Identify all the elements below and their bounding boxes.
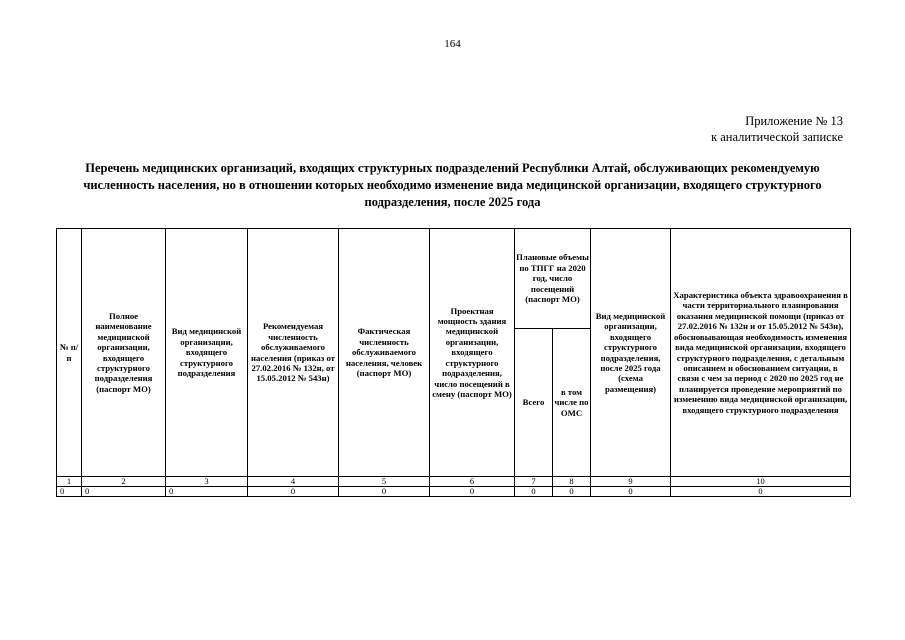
table-cell: 0 xyxy=(57,487,82,497)
column-number: 8 xyxy=(553,477,591,487)
table-cell: 0 xyxy=(248,487,339,497)
appendix-note xyxy=(711,113,843,145)
table-cell: 0 xyxy=(166,487,248,497)
table-cell: 0 xyxy=(82,487,166,497)
column-number: 1 xyxy=(57,477,82,487)
header-planned-total: Всего xyxy=(515,329,553,477)
table-cell: 0 xyxy=(591,487,671,497)
table-cell: 0 xyxy=(553,487,591,497)
header-actual: Фактическая численность обслуживаемого населения, человек (паспорт МО) xyxy=(339,229,430,477)
table-cell: 0 xyxy=(430,487,515,497)
table-header xyxy=(57,229,851,477)
column-number: 4 xyxy=(248,477,339,487)
column-numbers-row xyxy=(57,477,851,487)
column-number: 3 xyxy=(166,477,248,487)
document-title: Перечень медицинских организаций, входящих структурных подразделений Республики Алтай, обслуживающих рекомендуемую численность населения, но в отношении которых необходимо изменение вида медицинской организации, входящего структурного подразделения, после 2025 года xyxy=(83,161,822,209)
table-cell: 0 xyxy=(339,487,430,497)
table-cell: 0 xyxy=(515,487,553,497)
header-planned-oms: в том числе по ОМС xyxy=(553,329,591,477)
column-number: 5 xyxy=(339,477,430,487)
organizations-table xyxy=(56,228,851,497)
page-number: 164 xyxy=(444,38,461,50)
header-characteristics: Характеристика объекта здравоохранения в части территориального планирования оказания медицинской помощи (приказ от 27.02.2016 № 132н и от 15.05.2012 № 543н), обосновывающая необходимость изменения вида медицинской организации, входящего структурного подразделения, с детальным описанием и обоснованием ситуации, в связи с чем за период с 2020 по 2025 год не планируется проведение мероприятий по изменению вида медицинской организации, входящего структурного подразделения xyxy=(671,229,851,477)
table-row xyxy=(57,487,851,497)
column-number: 6 xyxy=(430,477,515,487)
header-planned: Плановые объемы по ТПГГ на 2020 год, число посещений (паспорт МО) xyxy=(515,229,591,329)
column-number: 2 xyxy=(82,477,166,487)
appendix-line-1: Приложение № 13 xyxy=(745,114,843,128)
header-type: Вид медицинской организации, входящего структурного подразделения xyxy=(166,229,248,477)
header-recommended: Рекомендуемая численность обслуживаемого населения (приказ от 27.02.2016 № 132н, от 15.05.2012 № 543н) xyxy=(248,229,339,477)
table-cell: 0 xyxy=(671,487,851,497)
appendix-line-2: к аналитической записке xyxy=(711,130,843,144)
column-number: 9 xyxy=(591,477,671,487)
column-number: 7 xyxy=(515,477,553,487)
header-capacity: Проектная мощность здания медицинской организации, входящего структурного подразделения, число посещений в смену (паспорт МО) xyxy=(430,229,515,477)
header-type-after: Вид медицинской организации, входящего структурного подразделения, после 2025 года (схема размещения) xyxy=(591,229,671,477)
header-num: № п/п xyxy=(57,229,82,477)
header-full-name: Полное наименование медицинской организации, входящего структурного подразделения (паспорт МО) xyxy=(82,229,166,477)
column-number: 10 xyxy=(671,477,851,487)
